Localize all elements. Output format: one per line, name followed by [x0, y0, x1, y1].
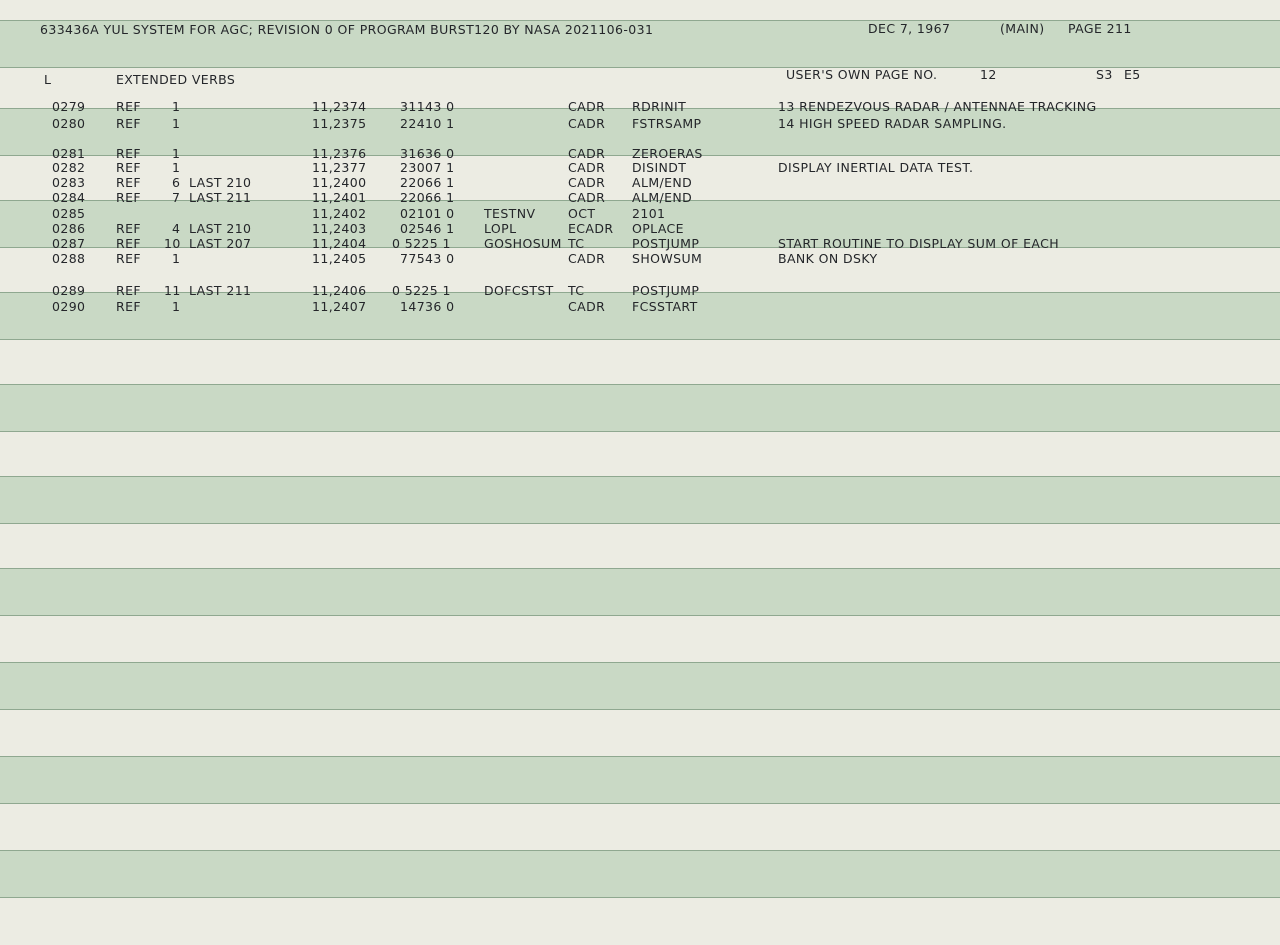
opcode: CADR [568, 175, 606, 190]
line-number: 0281 [52, 146, 86, 161]
line-number: 0280 [52, 116, 86, 131]
listing-row [0, 252, 1280, 266]
listing-row [0, 161, 1280, 175]
line-number: 0282 [52, 160, 86, 175]
octal-word: 23007 1 [400, 160, 455, 175]
operand: 2101 [632, 206, 666, 221]
comment: START ROUTINE TO DISPLAY SUM OF EACH [778, 236, 1060, 251]
opcode: CADR [568, 251, 606, 266]
octal-word: 31143 0 [400, 99, 455, 114]
symbol-label: GOSHOSUM [484, 236, 562, 251]
address: 11,2405 [312, 251, 367, 266]
opcode: CADR [568, 190, 606, 205]
paper-band [0, 384, 1280, 432]
octal-word: 14736 0 [400, 299, 455, 314]
ref-count: 11 [164, 283, 181, 298]
octal-word: 31636 0 [400, 146, 455, 161]
opcode: CADR [568, 160, 606, 175]
listing-row [0, 176, 1280, 190]
comment: 13 RENDEZVOUS RADAR / ANTENNAE TRACKING [778, 99, 1097, 114]
ref-label: REF [116, 236, 141, 251]
listing-row [0, 117, 1280, 131]
user-page-label: USER'S OWN PAGE NO. [786, 67, 938, 82]
opcode: ECADR [568, 221, 614, 236]
operand: POSTJUMP [632, 236, 700, 251]
ref-label: REF [116, 221, 141, 236]
paper-band [0, 662, 1280, 710]
ref-label: REF [116, 299, 141, 314]
comment: 14 HIGH SPEED RADAR SAMPLING. [778, 116, 1007, 131]
address: 11,2401 [312, 190, 367, 205]
listing-row [0, 284, 1280, 298]
ref-count: 1 [172, 99, 181, 114]
opcode: CADR [568, 299, 606, 314]
operand: SHOWSUM [632, 251, 703, 266]
opcode: CADR [568, 116, 606, 131]
line-number: 0285 [52, 206, 86, 221]
listing-date: DEC 7, 1967 [868, 21, 951, 36]
ref-count: 1 [172, 146, 181, 161]
ref-count: 10 [164, 236, 181, 251]
ref-label: REF [116, 160, 141, 175]
address: 11,2402 [312, 206, 367, 221]
ref-label: REF [116, 283, 141, 298]
octal-word: 22410 1 [400, 116, 455, 131]
operand: RDRINIT [632, 99, 687, 114]
symbol-label: DOFCSTST [484, 283, 554, 298]
symbol-label: TESTNV [484, 206, 536, 221]
listing-row [0, 100, 1280, 114]
symbol-label: LOPL [484, 221, 517, 236]
listing-row [0, 147, 1280, 161]
last-ref: LAST 207 [189, 236, 252, 251]
listing-row [0, 222, 1280, 236]
address: 11,2403 [312, 221, 367, 236]
opcode: TC [568, 236, 585, 251]
address: 11,2376 [312, 146, 367, 161]
ref-label: REF [116, 99, 141, 114]
ref-count: 4 [172, 221, 181, 236]
last-ref: LAST 210 [189, 175, 252, 190]
line-number: 0289 [52, 283, 86, 298]
line-number: 0286 [52, 221, 86, 236]
ref-count: 1 [172, 251, 181, 266]
section-heading: EXTENDED VERBS [116, 72, 236, 87]
operand: DISINDT [632, 160, 687, 175]
operand: POSTJUMP [632, 283, 700, 298]
octal-word: 77543 0 [400, 251, 455, 266]
ref-label: REF [116, 116, 141, 131]
ref-label: REF [116, 251, 141, 266]
line-number: 0284 [52, 190, 86, 205]
address: 11,2406 [312, 283, 367, 298]
ref-label: REF [116, 190, 141, 205]
opcode: TC [568, 283, 585, 298]
operand: ALM/END [632, 190, 693, 205]
operand: FCSSTART [632, 299, 698, 314]
octal-word: 22066 1 [400, 190, 455, 205]
operand: ZEROERAS [632, 146, 703, 161]
listing-section: (MAIN) [1000, 21, 1045, 36]
octal-word: 02546 1 [400, 221, 455, 236]
address: 11,2374 [312, 99, 367, 114]
ref-count: 7 [172, 190, 181, 205]
comment: DISPLAY INERTIAL DATA TEST. [778, 160, 974, 175]
opcode: CADR [568, 99, 606, 114]
line-number: 0288 [52, 251, 86, 266]
ref-count: 1 [172, 116, 181, 131]
s-code: S3 [1096, 67, 1113, 82]
line-number: 0287 [52, 236, 86, 251]
ref-count: 6 [172, 175, 181, 190]
octal-word: 0 5225 1 [392, 283, 451, 298]
paper-band [0, 756, 1280, 804]
opcode: OCT [568, 206, 596, 221]
listing-title: 633436A YUL SYSTEM FOR AGC; REVISION 0 OF PROGRAM BURST120 BY NASA 2021106-031 [40, 22, 654, 37]
listing-row [0, 237, 1280, 251]
paper-band [0, 476, 1280, 524]
line-number: 0283 [52, 175, 86, 190]
last-ref: LAST 211 [189, 190, 252, 205]
ref-label: REF [116, 146, 141, 161]
paper-band [0, 568, 1280, 616]
octal-word: 22066 1 [400, 175, 455, 190]
e-code: E5 [1124, 67, 1141, 82]
page-number: PAGE 211 [1068, 21, 1132, 36]
user-page-number: 12 [980, 67, 997, 82]
address: 11,2377 [312, 160, 367, 175]
address: 11,2400 [312, 175, 367, 190]
listing-row [0, 191, 1280, 205]
ref-label: REF [116, 175, 141, 190]
address: 11,2404 [312, 236, 367, 251]
last-ref: LAST 211 [189, 283, 252, 298]
last-ref: LAST 210 [189, 221, 252, 236]
operand: OPLACE [632, 221, 684, 236]
octal-word: 0 5225 1 [392, 236, 451, 251]
opcode: CADR [568, 146, 606, 161]
ref-count: 1 [172, 160, 181, 175]
line-number: 0279 [52, 99, 86, 114]
address: 11,2407 [312, 299, 367, 314]
octal-word: 02101 0 [400, 206, 455, 221]
column-l: L [44, 72, 52, 87]
line-number: 0290 [52, 299, 86, 314]
address: 11,2375 [312, 116, 367, 131]
operand: ALM/END [632, 175, 693, 190]
ref-count: 1 [172, 299, 181, 314]
paper-band [0, 850, 1280, 898]
listing-row [0, 300, 1280, 314]
comment: BANK ON DSKY [778, 251, 878, 266]
operand: FSTRSAMP [632, 116, 702, 131]
listing-row [0, 207, 1280, 221]
